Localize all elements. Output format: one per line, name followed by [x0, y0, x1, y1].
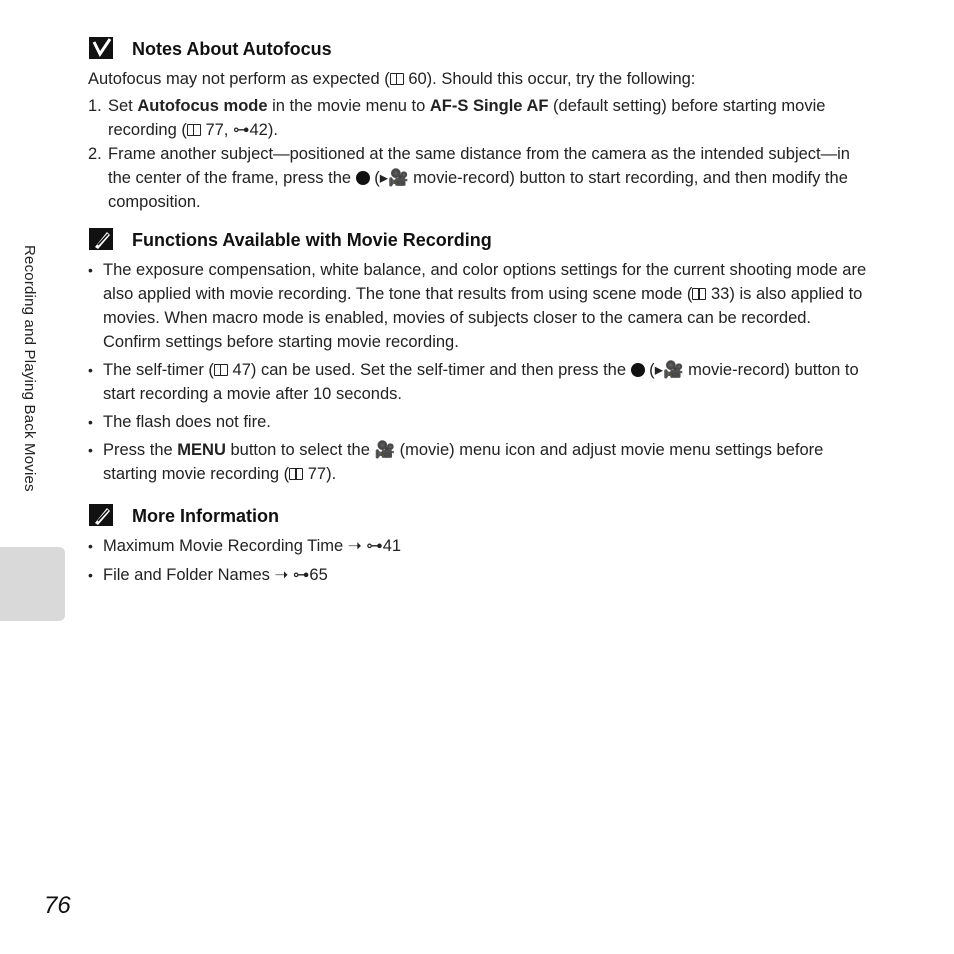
autofocus-intro: Autofocus may not perform as expected ( 60). Should this occur, try the following: [88, 70, 696, 88]
movie-record-icon: ▸🎥 [654, 361, 684, 379]
list-item: • File and Folder Names ➝ ⊶65 [88, 566, 328, 584]
record-button-icon [631, 363, 645, 377]
section-functions-header [88, 227, 492, 253]
list-item: • Maximum Movie Recording Time ➝ ⊶41 [88, 537, 402, 555]
check-note-icon [88, 36, 118, 62]
list-item: • The flash does not fire. [88, 413, 271, 431]
list-item: • The exposure compensation, white balance, and color options settings for the current shooting mode are also applied with movie recording. The tone that results from using scene mode ( 33) is also applied to movies. When macro mode is enabled, movies of subjects closer to the camera can be recorded. Confirm settings before starting movie recording. [88, 261, 867, 351]
list-item: • Press the MENU button to select the 🎥 (movie) menu icon and adjust movie menu settings before starting movie recording ( 77). [88, 441, 824, 483]
book-ref-icon [390, 73, 404, 85]
book-ref-icon [187, 124, 201, 136]
step-1: 1. Set Autofocus mode in the movie menu to AF-S Single AF (default setting) before starting movie recording ( 77, ⊶42). [88, 97, 826, 139]
movie-record-icon: ▸🎥 [379, 169, 409, 187]
chapter-label: Recording and Playing Back Movies [21, 245, 38, 492]
af-s-icon: AF-S [429, 97, 469, 115]
reference-section-icon: ⊶ [232, 121, 250, 139]
book-ref-icon [214, 364, 228, 376]
step-2: 2. Frame another subject—positioned at the same distance from the camera as the intended subject—in the center of the frame, press the (▸🎥 movie-record) button to start recording, and then modify the composition. [88, 145, 850, 211]
book-ref-icon [289, 468, 303, 480]
book-ref-icon [692, 288, 706, 300]
section-title: Functions Available with Movie Recording [132, 229, 492, 250]
section-more-info-header [88, 503, 279, 529]
reference-section-icon: ⊶ [366, 537, 383, 555]
list-item: • The self-timer ( 47) can be used. Set the self-timer and then press the (▸🎥 movie-record) button to start recording a movie after 10 seconds. [88, 361, 859, 403]
record-button-icon [356, 171, 370, 185]
arrow-icon: ➝ [274, 566, 289, 584]
menu-button-icon: MENU [177, 441, 226, 459]
pencil-note-icon [88, 227, 118, 253]
section-title: Notes About Autofocus [132, 38, 332, 59]
pencil-note-icon [88, 503, 118, 529]
movie-menu-icon: 🎥 [374, 441, 396, 459]
arrow-icon: ➝ [347, 537, 362, 555]
section-title: More Information [132, 505, 279, 526]
section-notes-autofocus-header [88, 36, 332, 62]
page-number: 76 [44, 892, 71, 919]
reference-section-icon: ⊶ [292, 566, 310, 584]
